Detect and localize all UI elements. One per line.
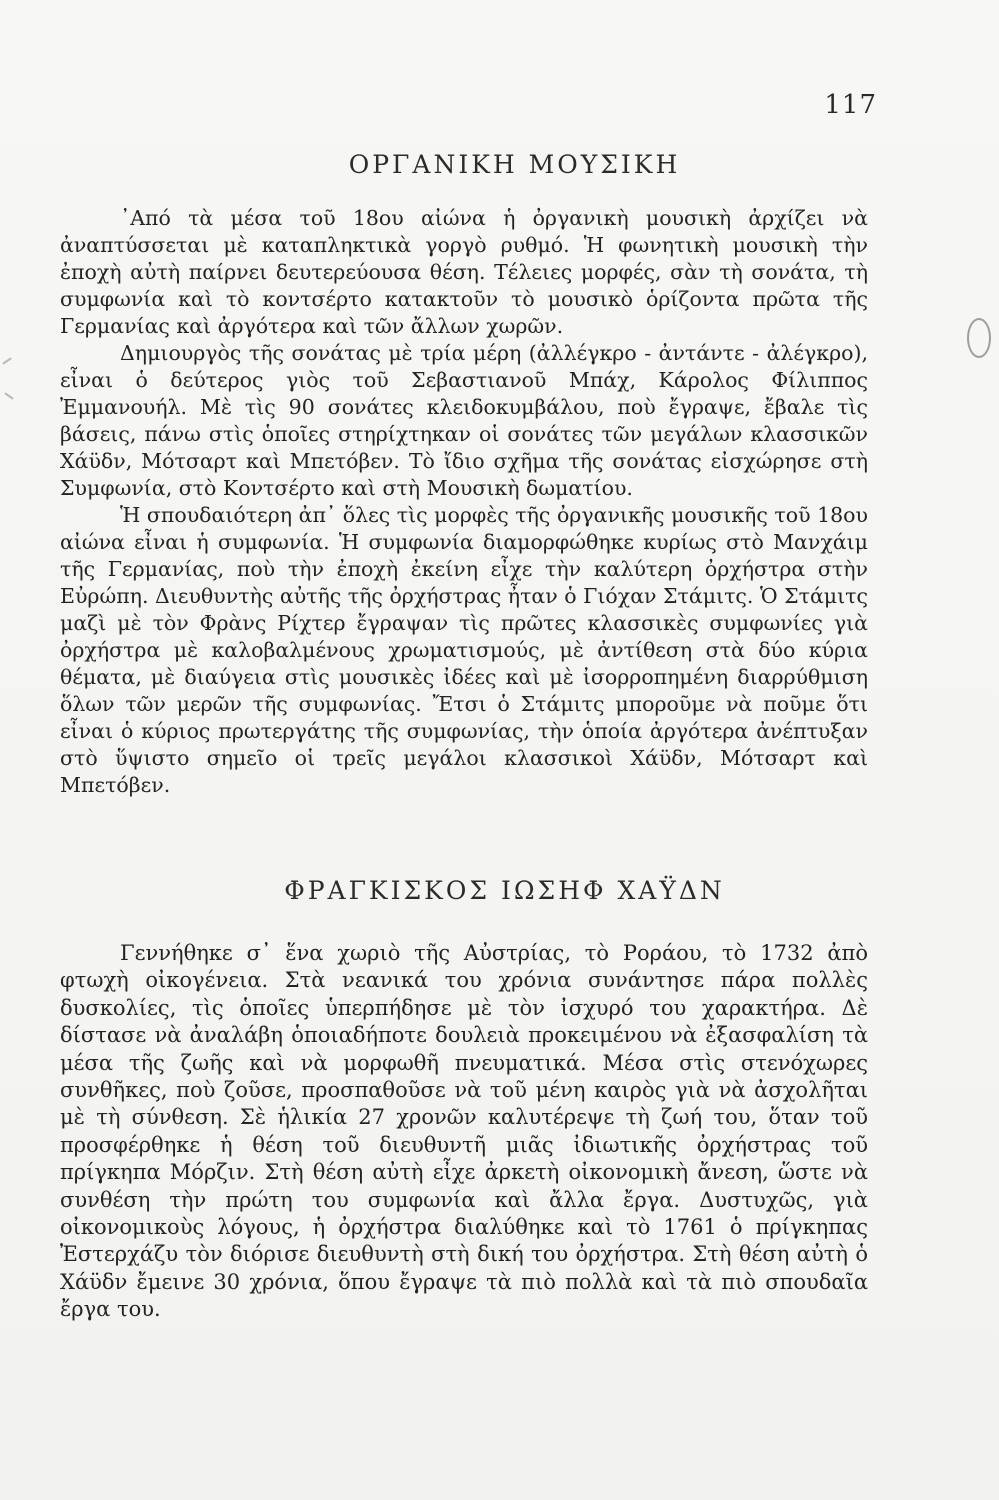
section-haydn bbox=[60, 940, 868, 1324]
section-title-organic-music: ΟΡΓΑΝΙΚΗ ΜΟΥΣΙΚΗ bbox=[348, 150, 681, 179]
section-organic-music bbox=[60, 205, 868, 799]
paragraph: Γεννήθηκε σ᾿ ἕνα χωριὸ τῆς Αὐστρίας, τὸ Ροράου, τὸ 1732 ἀπὸ φτωχὴ οἰκογένεια. Στὰ νεανικά του χρόνια συνάντησε πάρα πολλὲς δυσκολίες, τὶς ὁποῖες ὑπερπήδησε μὲ τὸν ἰσχυρό του χαρακτήρα. Δὲ δίστασε νὰ ἀναλάβη ὁποιαδήποτε δουλειὰ προκειμένου νὰ ἐξασφαλίση τὰ μέσα τῆς ζωῆς καὶ νὰ μορφωθῆ πνευματικά. Μέσα στὶς στενόχωρες συνθῆκες, ποὺ ζοῦσε, προσπαθοῦσε νὰ τοῦ μένη καιρὸς γιὰ νὰ ἀσχολῆται μὲ τὴ σύνθεση. Σὲ ἡλικία 27 χρονῶν καλυτέρεψε τὴ ζωή του, ὅταν τοῦ προσφέρθηκε ἡ θέση τοῦ διευθυντῆ μιᾶς ἰδιωτικῆς ὀρχήστρας τοῦ πρίγκηπα Μόρζιν. Στὴ θέση αὐτὴ εἶχε ἀρκετὴ οἰκονομικὴ ἄνεση, ὥστε νὰ συνθέση τὴν πρώτη του συμφωνία καὶ ἄλλα ἔργα. Δυστυχῶς, γιὰ οἰκονομικοὺς λόγους, ἡ ὀρχήστρα διαλύθηκε καὶ τὸ 1761 ὁ πρίγκηπας Ἐστερχάζυ τὸν διόρισε διευθυντὴ στὴ δική του ὀρχήστρα. Στὴ θέση αὐτὴ ὁ Χάϋδν ἔμεινε 30 χρόνια, ὅπου ἔγραψε τὰ πιὸ πολλὰ καὶ τὰ πιὸ σπουδαῖα ἔργα του. bbox=[60, 941, 868, 1322]
paragraph: Δημιουργὸς τῆς σονάτας μὲ τρία μέρη (ἀλλέγκρο - ἀντάντε - ἀλέγκρο), εἶναι ὁ δεύτερος γιὸς τοῦ Σεβαστιανοῦ Μπάχ, Κάρολος Φίλιππος Ἐμμανουήλ. Μὲ τὶς 90 σονάτες κλειδοκυμβάλου, ποὺ ἔγραψε, ἔβαλε τὶς βάσεις, πάνω στὶς ὁποῖες στηρίχτηκαν οἱ σονάτες τῶν μεγάλων κλασσικῶν Χάϋδν, Μότσαρτ καὶ Μπετόβεν. Τὸ ἴδιο σχῆμα τῆς σονάτας εἰσχώρησε στὴ Συμφωνία, στὸ Κοντσέρτο καὶ στὴ Μουσικὴ δωματίου. bbox=[60, 341, 868, 500]
section-title-haydn: ΦΡΑΓΚΙΣΚΟΣ ΙΩΣΗΦ ΧΑΫΔΝ bbox=[284, 876, 725, 905]
margin-scan-mark bbox=[4, 392, 13, 399]
page-number: 117 bbox=[824, 90, 877, 120]
margin-scan-mark bbox=[2, 357, 11, 364]
margin-annotation-mark bbox=[967, 318, 991, 358]
paragraph: ᾿Από τὰ μέσα τοῦ 18ου αἰώνα ἡ ὀργανικὴ μουσικὴ ἀρχίζει νὰ ἀναπτύσσεται μὲ καταπληκτικὰ γοργὸ ρυθμό. Ἡ φωνητικὴ μουσικὴ τὴν ἐποχὴ αὐτὴ παίρνει δευτερεύουσα θέση. Τέλειες μορφές, σὰν τὴ σονάτα, τὴ συμφωνία καὶ τὸ κοντσέρτο κατακτοῦν τὸ μουσικὸ ὁρίζοντα πρῶτα τῆς Γερμανίας καὶ ἀργότερα καὶ τῶν ἄλλων χωρῶν. bbox=[60, 206, 868, 338]
paragraph: Ἡ σπουδαιότερη ἀπ᾿ ὅλες τὶς μορφὲς τῆς ὀργανικῆς μουσικῆς τοῦ 18ου αἰώνα εἶναι ἡ συμφωνία. Ἡ συμφωνία διαμορφώθηκε κυρίως στὸ Μανχάιμ τῆς Γερμανίας, ποὺ τὴν ἐποχὴ ἐκείνη εἶχε τὴν καλύτερη ὀρχήστρα στὴν Εὐρώπη. Διευθυντὴς αὐτῆς τῆς ὀρχήστρας ἦταν ὁ Γιόχαν Στάμιτς. Ὁ Στάμιτς μαζὶ μὲ τὸν Φρὰνς Ρίχτερ ἔγραψαν τὶς πρῶτες κλασσικὲς συμφωνίες γιὰ ὀρχήστρα μὲ καλοβαλμένους χρωματισμούς, μὲ ἀντίθεση στὰ δύο κύρια θέματα, μὲ διαύγεια στὶς μουσικὲς ἰδέες καὶ μὲ ἰσορροπημένη διαρρύθμιση ὅλων τῶν μερῶν τῆς συμφωνίας. Ἔτσι ὁ Στάμιτς μποροῦμε νὰ ποῦμε ὅτι εἶναι ὁ κύριος πρωτεργάτης τῆς συμφωνίας, τὴν ὁποία ἀργότερα ἀνέπτυξαν στὸ ὕψιστο σημεῖο οἱ τρεῖς μεγάλοι κλασσικοὶ Χάϋδν, Μότσαρτ καὶ Μπετόβεν. bbox=[60, 503, 868, 797]
